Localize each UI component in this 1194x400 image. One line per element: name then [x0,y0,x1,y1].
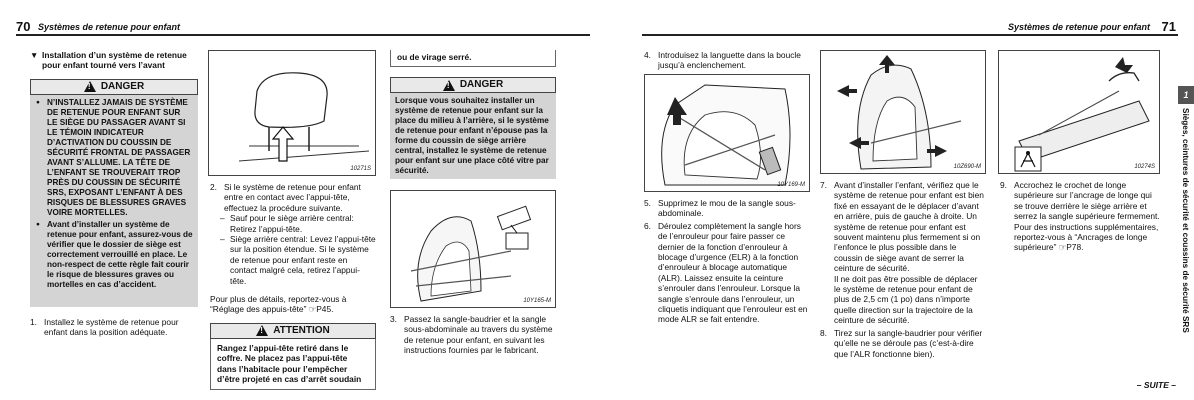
figure-code: 10Y165-M [523,298,551,304]
headrest-illustration [209,51,376,176]
page-number: 71 [1161,19,1176,34]
header-rule [642,34,1178,36]
warning-icon [84,81,96,92]
step-8: 8. Tirez sur la sangle-baudrier pour vérifier qu’elle ne se déroule pas (c’est-à-dire que l’ALR fonctionne bien). [820,327,983,359]
step-3: 3. Passez la sangle-baudrier et la sangle sous-abdominale au travers du système de retenue pour enfant, en suivant les instructions fournies par le fabricant. [390,314,553,356]
attention-header: ! ATTENTION [210,323,376,339]
step-3-block [390,314,556,356]
side-label [1172,108,1194,343]
headrest-figure [208,50,376,176]
column-2 [210,182,376,390]
chapter-label: Sièges, ceintures de sécurité et coussins de sécurité SRS [1181,108,1190,333]
step-7: 7. Avant d’installer l’enfant, vérifiez que le système de retenue pour enfant est bien fixé en essayant de le déplacer d’avant en arrière, puis de gauche à droite. Un système de retenue pour enfant est souvent maintenu plus fermement si on l’enfonce le plus possible dans le coussin de siège avant de serrer la ceinture de sécurité. [820,180,984,274]
header-rule [16,34,590,36]
left-page [0,0,590,400]
tether-illustration [999,51,1160,174]
step-1: 1. Installez le système de retenue pour enfant dans la position adéquate. [30,316,179,338]
page-number: 70 [16,19,31,34]
column-3 [390,50,556,179]
triangle-down-icon: ▼ [30,50,39,60]
column-5 [820,180,986,359]
danger-text: Lorsque vous souhaitez installer un système de retenue pour enfant sur la place du milieu à l’arrière, si le système de retenue pour enfant n’épouse pas la forme du coussin de siège arrière central, installez le système de retenue pour enfant sur une place côté vitre par sécurité. [390,93,556,179]
warning-icon [443,80,455,91]
seat-check-illustration [821,51,986,174]
danger-header: ! DANGER [390,77,556,93]
attention-block [210,323,376,390]
seat-check-figure [820,50,986,174]
buckle-illustration [645,75,810,192]
child-seat-illustration [391,191,556,308]
belt-routing-figure [390,190,556,308]
page-title: Systèmes de retenue pour enfant [1007,22,1150,32]
column-4 [644,50,810,71]
chapter-tab: 1 [1178,86,1194,104]
continued-label: – SUITE – [1136,380,1176,390]
warning-icon [256,325,268,336]
figure-code: 10274S [1134,164,1155,170]
step-4: 4. Introduisez la languette dans la boucle jusqu’à enclenchement. [644,50,801,71]
step-5: 5. Supprimez le mou de la sangle sous-abdominale. [644,198,796,219]
danger-box [30,95,198,307]
figure-code: 10Y169-M [777,182,805,188]
danger-block-2 [390,77,556,179]
danger-item: ● Avant d’installer un système de retenue pour enfant, assurez-vous de vérifier que le dossier de siège est correctement verrouillé en place. Le non-respect de cette règle fait courir le risque de blessures graves ou mortelles en cas d’accident. [35,220,193,290]
danger-header: ! DANGER [30,79,198,95]
tether-figure [998,50,1160,174]
column-4-text [644,198,810,325]
page-title: Systèmes de retenue pour enfant [38,22,181,32]
step-2: 2. Si le système de retenue pour enfant entre en contact avec l’appui-tête, effectuez la procédure suivante. [210,182,361,213]
step-7-note: Il ne doit pas être possible de déplacer le système de retenue pour enfant de plus de 2,5 cm (1 po) dans n’importe quelle direction sur la trajectoire de la ceinture de sécurité. [834,273,978,326]
right-page [604,0,1194,400]
step-2-reference: Pour plus de détails, reportez-vous à “Réglage des appuis-tête” ☞P45. [210,294,347,315]
section-heading: ▼ Installation d’un système de retenue pour enfant tourné vers l’avant [30,50,187,71]
step-2-sub-2: – Siège arrière central: Levez l’appui-tête sur la position étendue. Si le système de retenue pour enfant reste en contact malgré cela, retirez l’appui-tête. [210,234,376,286]
figure-code: 10271S [350,166,371,172]
step-2-sub-1: – Sauf pour le siège arrière central: Retirez l’appui-tête. [210,213,376,234]
column-6 [1000,180,1160,253]
danger-item: ● N’INSTALLEZ JAMAIS DE SYSTÈME DE RETENUE POUR ENFANT SUR LE SIÈGE DU PASSAGER AVANT SI LE TÉMOIN INDICATEUR D’ACTIVATION DU COUSSIN DE SÉCURITÉ FRONTAL DE PASSAGER AVANT S’ALLUME. LA TÊTE DE L’ENFANT SE TROUVERAIT TROP PRÈS DU COUSSIN DE SÉCURITÉ SRS, EXPOSANT L’ENFANT À DES RISQUES DE BLESSURES GRAVES VOIRE MORTELLES. [35,98,193,218]
figure-code: 10Z690-M [953,164,981,170]
buckle-figure [644,74,810,192]
step-6: 6. Déroulez complètement la sangle hors de l’enrouleur pour faire passer ce dernier de la fonction d’enrouleur à blocage d’urgence (ELR) à la fonction d’enrouleur à blocage automatique (ALR). Laissez ensuite la ceinture s’enrouler dans l’enrouleur. Lorsque la sangle s’enroule dans l’enrouleur, un cliquetis indiquant que l’enrouleur est en mode ALR se fait entendre. [644,220,808,325]
attention-continued: ou de virage serré. [390,50,556,67]
attention-text: Rangez l’appui-tête retiré dans le coffre. Ne placez pas l’appui-tête dans l’habitacle pour l’empêcher d’être projeté en cas d’arrêt soudain [210,339,376,390]
step-9: 9. Accrochez le crochet de longe supérieure sur l’ancrage de longe qui se trouve derrière le siège arrière et serrez la sangle supérieure fermement. Pour des instructions supplémentaires, reportez-vous à “Ancrages de longe supérieure” ☞P78. [1000,180,1160,253]
column-1 [30,50,198,338]
